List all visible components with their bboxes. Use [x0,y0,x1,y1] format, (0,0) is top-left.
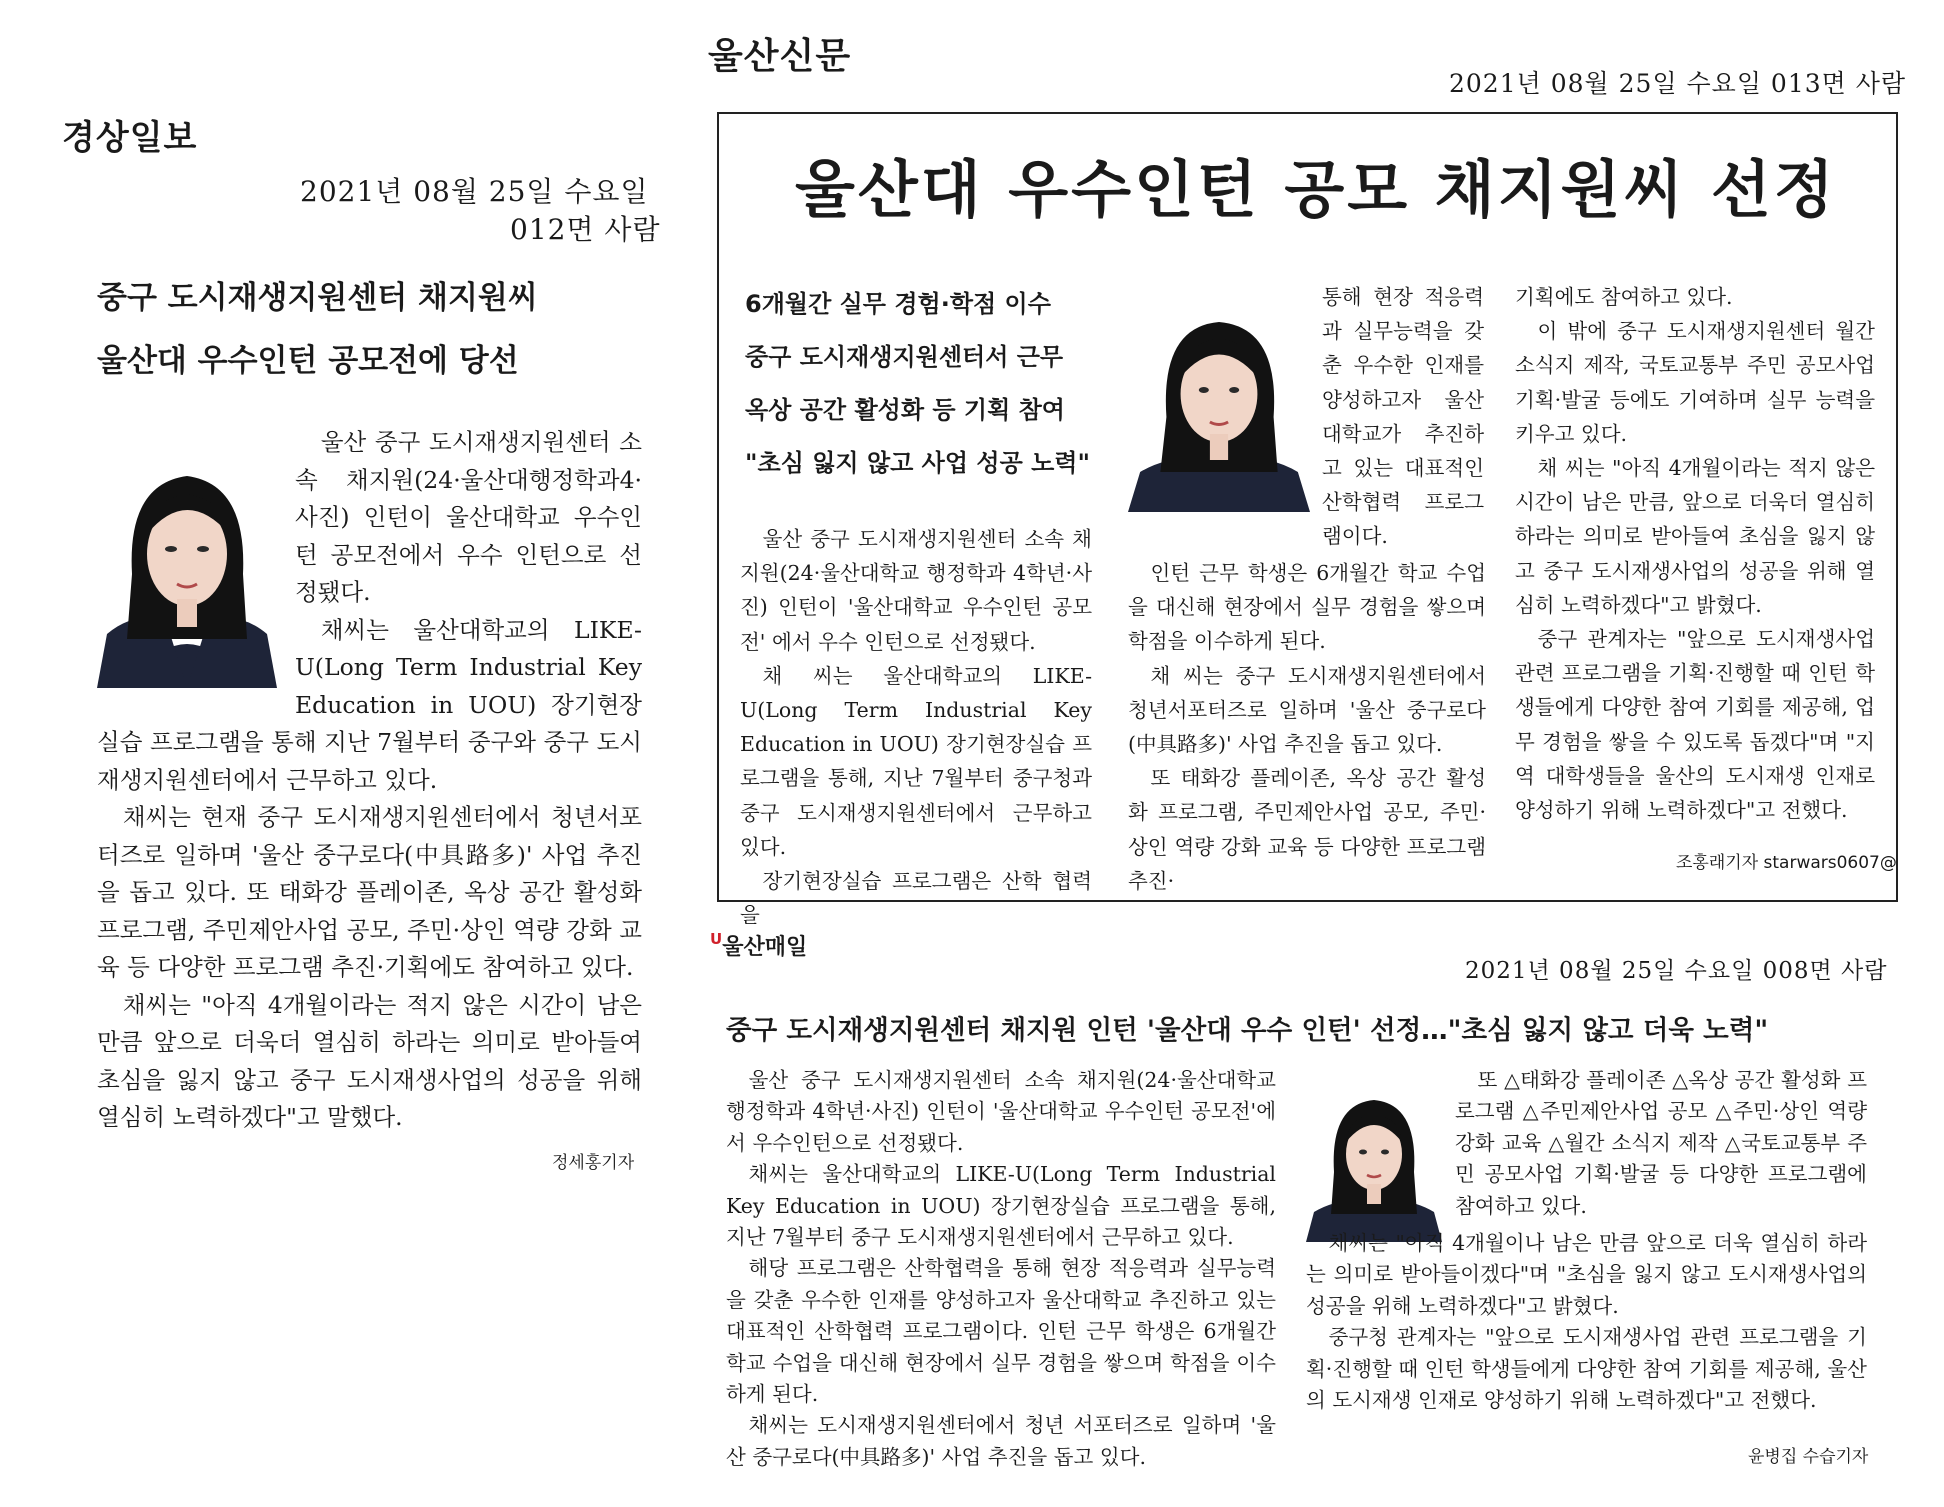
headline-bottom-right: 중구 도시재생지원센터 채지원 인턴 '울산대 우수 인턴' 선정…"초심 잃지 않고 더욱 노력" [726,1015,1769,1046]
byline-bottom-right: 윤병집 수습기자 [1748,1447,1869,1467]
masthead-ulsan-maeil [710,930,807,961]
left-paragraph: 채씨는 "아직 4개월이라는 적지 않은 시간이 남은 만큼 앞으로 더욱더 열심히 하라는 의미로 받아들여 초심을 잃지 않고 중구 도시재생사업의 성공을 위해 열심히 노력하겠다"고 말했다. [97,990,642,1131]
top-right-paragraph: 채 씨는 "아직 4개월이라는 적지 않은 시간이 남은 만큼, 앞으로 더욱더 열심히 하라는 의미로 받아들여 초심을 잃지 않고 중구 도시재생사업의 성공을 위해 열심히 노력하겠다"고 밝혔다. [1515,456,1875,617]
ulsan-maeil-logo-mark: U [710,930,723,948]
date-line-left-2: 012면 사람 [510,213,661,246]
top-right-paragraph: 인턴 근무 학생은 6개월간 학교 수업을 대신해 현장에서 실무 경험을 쌓으며 학점을 이수하게 된다. [1128,561,1486,654]
bottom-right-paragraph: 채씨는 울산대학교의 LIKE-U(Long Term Industrial Key Education in UOU) 장기현장실습 프로그램을 통해, 지난 7월부터 중구 도시재생지원센터에서 근무하고 있다. [726,1162,1276,1250]
subhead-line: 6개월간 실무 경험·학점 이수 [745,290,1051,318]
bottom-right-paragraph: 해당 프로그램은 산학협력을 통해 현장 적응력과 실무능력을 갖춘 우수한 인재를 양성하고자 울산대학교 추진하고 있는 대표적인 산학협력 프로그램이다. 인턴 근무 학생은 6개월간 학교 수업을 대신해 현장에서 실무 경험을 쌓으며 학점을 이수하게 된다. [726,1256,1276,1407]
masthead-gyeongsang: 경상일보 [62,118,198,158]
bottom-right-column-2 [1306,1228,1867,1416]
date-line-bottom-right: 2021년 08월 25일 수요일 008면 사람 [1465,958,1888,984]
bottom-right-paragraph: 채씨는 도시재생지원센터에서 청년 서포터즈로 일하며 '울산 중구로다(中具路多)' 사업 추진을 돕고 있다. [726,1413,1276,1469]
bottom-right-column-2-top [1455,1065,1867,1222]
top-right-paragraph: 이 밖에 중구 도시재생지원센터 월간 소식지 제작, 국토교통부 주민 공모사업 기획·발굴 등에도 기여하며 실무 능력을 키우고 있다. [1515,319,1875,446]
subhead-line: 중구 도시재생지원센터서 근무 [745,343,1064,371]
date-line-left-1: 2021년 08월 25일 수요일 [300,175,649,208]
headline-top-right: 울산대 우수인턴 공모 채지원씨 선정 [795,153,1837,226]
ulsan-maeil-name: 울산매일 [722,935,808,960]
portrait-photo-bottom-right [1306,1072,1442,1242]
article-body-left [97,424,642,1137]
byline-top-right: 조홍래기자 starwars0607@ [1676,853,1897,873]
bottom-right-paragraph: 또 △태화강 플레이존 △옥상 공간 활성화 프로그램 △주민제안사업 공모 △주민·상인 역량 강화 교육 △월간 소식지 제작 △국토교통부 주민 공모사업 기획·발굴 등 다양한 프로그램에 참여하고 있다. [1455,1068,1867,1218]
masthead-ulsan-shinmun: 울산신문 [708,36,852,77]
subheads-top-right [745,278,1090,490]
top-right-paragraph: 채 씨는 중구 도시재생지원센터에서 청년서포터즈로 일하며 '울산 중구로다(中具路多)' 사업 추진을 돕고 있다. [1128,663,1486,757]
byline-left: 정세홍기자 [552,1153,635,1173]
bottom-right-column-1 [726,1065,1276,1473]
bottom-right-paragraph: 채씨는 "아직 4개월이나 남은 만큼 앞으로 더욱 열심히 하라는 의미로 받아들이겠다"며 "초심을 잃지 않고 도시재생사업의 성공을 위해 노력하겠다"고 밝혔다. [1306,1231,1867,1318]
top-right-paragraph: 채 씨는 울산대학교의 LIKE-U(Long Term Industrial Key Education in UOU) 장기현장실습 프로그램을 통해, 지난 7월부터 중구청과 중구 도시재생지원센터에서 근무하고 있다. [740,663,1092,859]
date-line-top-right: 2021년 08월 25일 수요일 013면 사람 [1449,69,1907,98]
top-right-column-2-top [1322,280,1484,554]
left-paragraph: 채씨는 현재 중구 도시재생지원센터에서 청년서포터즈로 일하며 '울산 중구로다(中具路多)' 사업 추진을 돕고 있다. 또 태화강 플레이존, 옥상 공간 활성화 프로그램, 주민제안사업 공모, 주민·상인 역량 강화 교육 등 다양한 프로그램 추진·기획에도 참여하고 있다. [97,803,642,981]
bottom-right-paragraph: 울산 중구 도시재생지원센터 소속 채지원(24·울산대학교 행정학과 4학년·사진) 인턴이 '울산대학교 우수인턴 공모전'에서 우수인턴으로 선정됐다. [726,1068,1276,1155]
top-right-paragraph: 중구 관계자는 "앞으로 도시재생사업 관련 프로그램을 기획·진행할 때 인턴 학생들에게 다양한 참여 기회를 제공해, 업무 경험을 쌓을 수 있도록 돕겠다"며 "지역 대학생들을 울산의 도시재생 인재로 양성하기 위해 노력하겠다"고 전했다. [1515,627,1875,823]
top-right-paragraph: 장기현장실습 프로그램은 산학 협력을 [740,869,1092,928]
top-right-column-1 [740,522,1092,932]
top-right-paragraph: 또 태화강 플레이존, 옥상 공간 활성화 프로그램, 주민제안사업 공모, 주민·상인 역량 강화 교육 등 다양한 프로그램 추진· [1128,766,1486,893]
portrait-photo-top-right [1128,282,1310,512]
bottom-right-paragraph: 중구청 관계자는 "앞으로 도시재생사업 관련 프로그램을 기획·진행할 때 인턴 학생들에게 다양한 참여 기회를 제공해, 울산의 도시재생 인재로 양성하기 위해 노력하겠다"고 전했다. [1306,1325,1867,1413]
subhead-line: 옥상 공간 활성화 등 기획 참여 [745,396,1065,424]
left-paragraph: 채씨는 울산대학교의 LIKE-U(Long Term Industrial Key Education in UOU) 장기현장실습 프로그램을 통해 지난 7월부터 중구와 중구 도시재생지원센터에서 근무하고 있다. [97,615,642,794]
top-right-column-3 [1515,280,1875,827]
top-right-paragraph: 울산 중구 도시재생지원센터 소속 채지원(24·울산대학교 행정학과 4학년·사진) 인턴이 '울산대학교 우수인턴 공모전' 에서 우수 인턴으로 선정됐다. [740,527,1092,654]
left-paragraph: 울산 중구 도시재생지원센터 소속 채지원(24·울산대행정학과4·사진) 인턴이 울산대학교 우수인턴 공모전에서 우수 인턴으로 선정됐다. [295,428,642,606]
headline-left-1: 중구 도시재생지원센터 채지원씨 [97,280,538,316]
top-right-column-2 [1128,556,1486,898]
top-right-paragraph: 통해 현장 적응력과 실무능력을 갖춘 우수한 인재를 양성하고자 울산대학교가 추진하고 있는 대표적인 산학협력 프로그램이다. [1322,285,1484,549]
subhead-line: "초심 잃지 않고 사업 성공 노력" [745,449,1090,477]
top-right-paragraph: 기획에도 참여하고 있다. [1515,285,1733,309]
headline-left-2: 울산대 우수인턴 공모전에 당선 [97,343,519,379]
